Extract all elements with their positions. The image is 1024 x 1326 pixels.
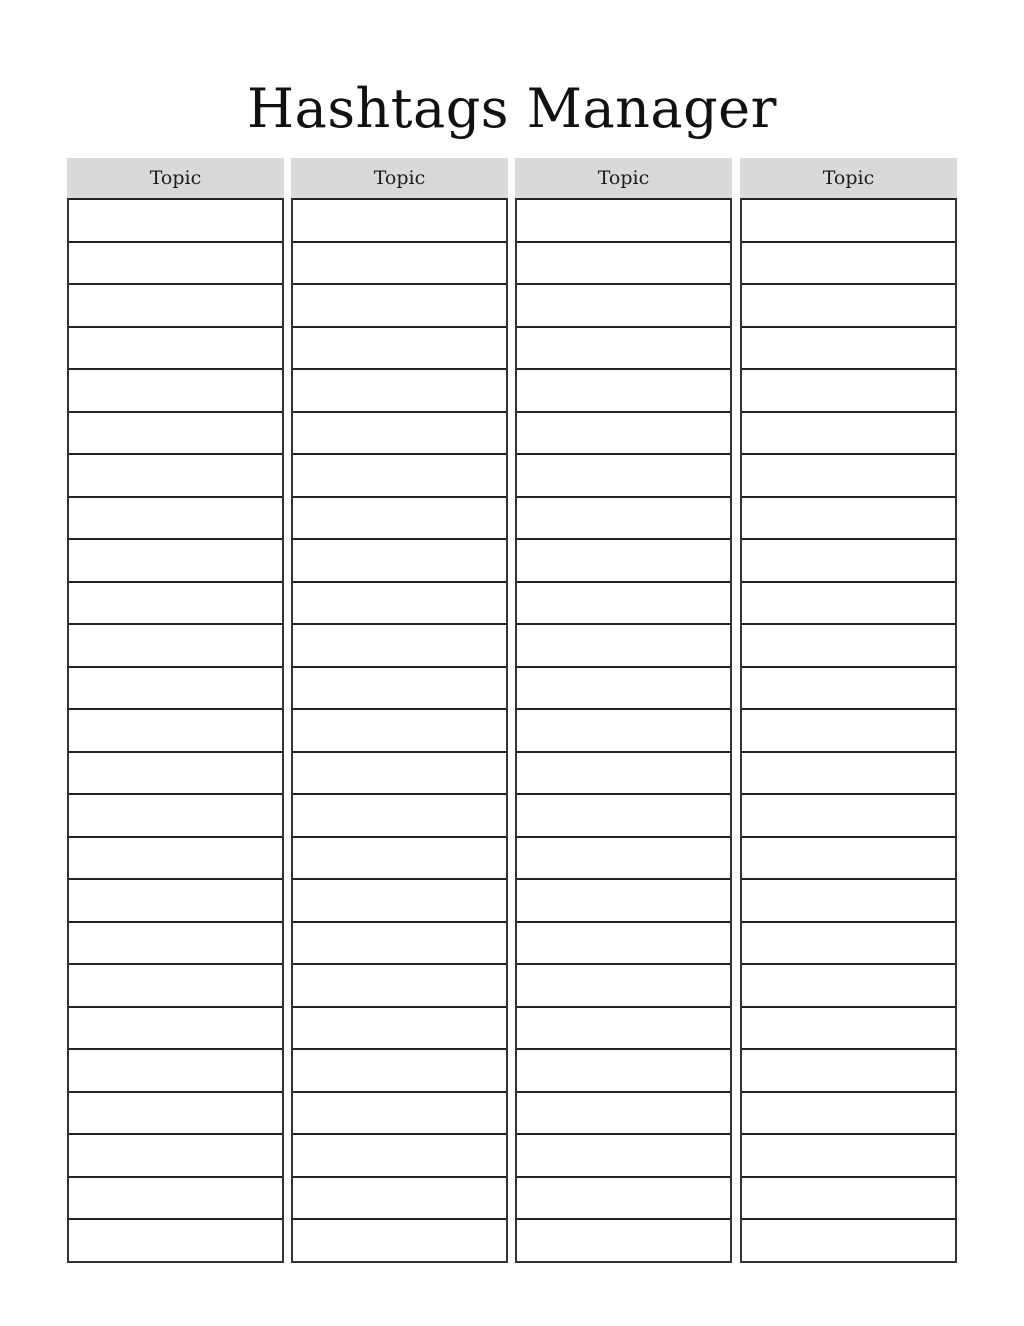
hashtag-entry-field[interactable]: [69, 1218, 282, 1261]
hashtag-entry-field[interactable]: [293, 836, 506, 879]
hashtag-entry-field[interactable]: [742, 1133, 955, 1176]
hashtag-entry-field[interactable]: [293, 963, 506, 1006]
hashtag-entry-field[interactable]: [69, 963, 282, 1006]
hashtag-entry-field[interactable]: [517, 283, 730, 326]
hashtag-entry-field[interactable]: [742, 878, 955, 921]
hashtag-entry-field[interactable]: [293, 666, 506, 709]
hashtag-entry-field[interactable]: [517, 1006, 730, 1049]
column-header: Topic: [740, 158, 957, 198]
hashtag-entry-field[interactable]: [69, 878, 282, 921]
hashtag-entry-field[interactable]: [293, 283, 506, 326]
hashtag-entry-field[interactable]: [293, 878, 506, 921]
hashtag-entry-field[interactable]: [69, 666, 282, 709]
hashtag-entry-field[interactable]: [293, 1048, 506, 1091]
hashtag-entry-field[interactable]: [742, 198, 955, 241]
hashtag-entry-field[interactable]: [517, 793, 730, 836]
hashtag-entry-field[interactable]: [742, 326, 955, 369]
hashtag-entry-field[interactable]: [293, 581, 506, 624]
hashtag-entry-field[interactable]: [69, 1048, 282, 1091]
hashtag-entry-field[interactable]: [293, 1091, 506, 1134]
hashtag-entry-field[interactable]: [517, 368, 730, 411]
topic-column: [291, 158, 508, 1263]
hashtag-entry-field[interactable]: [742, 836, 955, 879]
hashtag-entry-field[interactable]: [69, 496, 282, 539]
hashtag-entry-field[interactable]: [69, 751, 282, 794]
hashtag-entry-field[interactable]: [517, 1133, 730, 1176]
hashtag-entry-field[interactable]: [293, 241, 506, 284]
hashtag-entry-field[interactable]: [517, 963, 730, 1006]
hashtag-entry-field[interactable]: [742, 1006, 955, 1049]
hashtag-entry-field[interactable]: [742, 581, 955, 624]
hashtag-entry-field[interactable]: [69, 623, 282, 666]
hashtag-entry-field[interactable]: [742, 1048, 955, 1091]
hashtag-list: [291, 198, 508, 1263]
hashtag-entry-field[interactable]: [517, 411, 730, 454]
hashtag-entry-field[interactable]: [293, 198, 506, 241]
hashtag-entry-field[interactable]: [517, 241, 730, 284]
hashtag-entry-field[interactable]: [517, 581, 730, 624]
hashtag-entry-field[interactable]: [517, 1176, 730, 1219]
hashtag-entry-field[interactable]: [742, 623, 955, 666]
hashtag-entry-field[interactable]: [293, 538, 506, 581]
column-header: Topic: [67, 158, 284, 198]
column-header: Topic: [515, 158, 732, 198]
hashtag-entry-field[interactable]: [517, 878, 730, 921]
hashtag-entry-field[interactable]: [69, 538, 282, 581]
hashtag-entry-field[interactable]: [742, 1091, 955, 1134]
hashtag-list: [740, 198, 957, 1263]
hashtag-entry-field[interactable]: [742, 368, 955, 411]
hashtag-entry-field[interactable]: [69, 368, 282, 411]
hashtag-entry-field[interactable]: [293, 1176, 506, 1219]
hashtag-entry-field[interactable]: [293, 751, 506, 794]
hashtag-entry-field[interactable]: [69, 453, 282, 496]
hashtag-entry-field[interactable]: [517, 538, 730, 581]
topic-column: [515, 158, 732, 1263]
hashtag-entry-field[interactable]: [293, 1133, 506, 1176]
hashtag-entry-field[interactable]: [517, 326, 730, 369]
hashtag-entry-field[interactable]: [517, 1091, 730, 1134]
hashtag-list: [515, 198, 732, 1263]
hashtag-entry-field[interactable]: [742, 538, 955, 581]
hashtag-entry-field[interactable]: [517, 666, 730, 709]
topic-column: [67, 158, 284, 1263]
hashtag-entry-field[interactable]: [517, 751, 730, 794]
hashtag-entry-field[interactable]: [742, 751, 955, 794]
hashtag-entry-field[interactable]: [742, 963, 955, 1006]
hashtag-entry-field[interactable]: [517, 921, 730, 964]
hashtag-entry-field[interactable]: [742, 453, 955, 496]
hashtag-entry-field[interactable]: [69, 326, 282, 369]
column-header: Topic: [291, 158, 508, 198]
hashtag-entry-field[interactable]: [69, 793, 282, 836]
hashtag-entry-field[interactable]: [69, 836, 282, 879]
hashtag-entry-field[interactable]: [69, 1091, 282, 1134]
hashtag-entry-field[interactable]: [742, 666, 955, 709]
hashtag-entry-field[interactable]: [69, 411, 282, 454]
hashtag-entry-field[interactable]: [293, 453, 506, 496]
hashtag-entry-field[interactable]: [742, 921, 955, 964]
hashtag-entry-field[interactable]: [517, 708, 730, 751]
hashtag-entry-field[interactable]: [69, 581, 282, 624]
hashtag-entry-field[interactable]: [69, 198, 282, 241]
hashtag-entry-field[interactable]: [517, 453, 730, 496]
hashtag-entry-field[interactable]: [293, 368, 506, 411]
hashtag-entry-field[interactable]: [293, 708, 506, 751]
hashtag-entry-field[interactable]: [69, 708, 282, 751]
topic-column: [740, 158, 957, 1263]
hashtag-entry-field[interactable]: [293, 1218, 506, 1261]
hashtag-entry-field[interactable]: [69, 1176, 282, 1219]
hashtag-entry-field[interactable]: [69, 283, 282, 326]
hashtag-entry-field[interactable]: [517, 1218, 730, 1261]
hashtag-entry-field[interactable]: [293, 496, 506, 539]
hashtag-entry-field[interactable]: [742, 1218, 955, 1261]
hashtag-entry-field[interactable]: [69, 1006, 282, 1049]
hashtag-entry-field[interactable]: [293, 623, 506, 666]
hashtag-entry-field[interactable]: [293, 411, 506, 454]
hashtag-entry-field[interactable]: [742, 708, 955, 751]
hashtag-entry-field[interactable]: [742, 1176, 955, 1219]
hashtag-entry-field[interactable]: [742, 241, 955, 284]
hashtag-entry-field[interactable]: [293, 793, 506, 836]
hashtag-entry-field[interactable]: [293, 921, 506, 964]
hashtag-entry-field[interactable]: [742, 283, 955, 326]
page-title: Hashtags Manager: [247, 77, 777, 140]
hashtag-entry-field[interactable]: [69, 921, 282, 964]
hashtag-entry-field[interactable]: [293, 326, 506, 369]
hashtag-entry-field[interactable]: [69, 1133, 282, 1176]
hashtag-entry-field[interactable]: [742, 496, 955, 539]
hashtag-entry-field[interactable]: [293, 1006, 506, 1049]
hashtag-entry-field[interactable]: [517, 496, 730, 539]
hashtag-entry-field[interactable]: [517, 836, 730, 879]
hashtag-entry-field[interactable]: [742, 793, 955, 836]
hashtag-entry-field[interactable]: [742, 411, 955, 454]
hashtag-entry-field[interactable]: [517, 1048, 730, 1091]
hashtag-entry-field[interactable]: [517, 623, 730, 666]
hashtag-list: [67, 198, 284, 1263]
hashtag-entry-field[interactable]: [517, 198, 730, 241]
hashtag-entry-field[interactable]: [69, 241, 282, 284]
